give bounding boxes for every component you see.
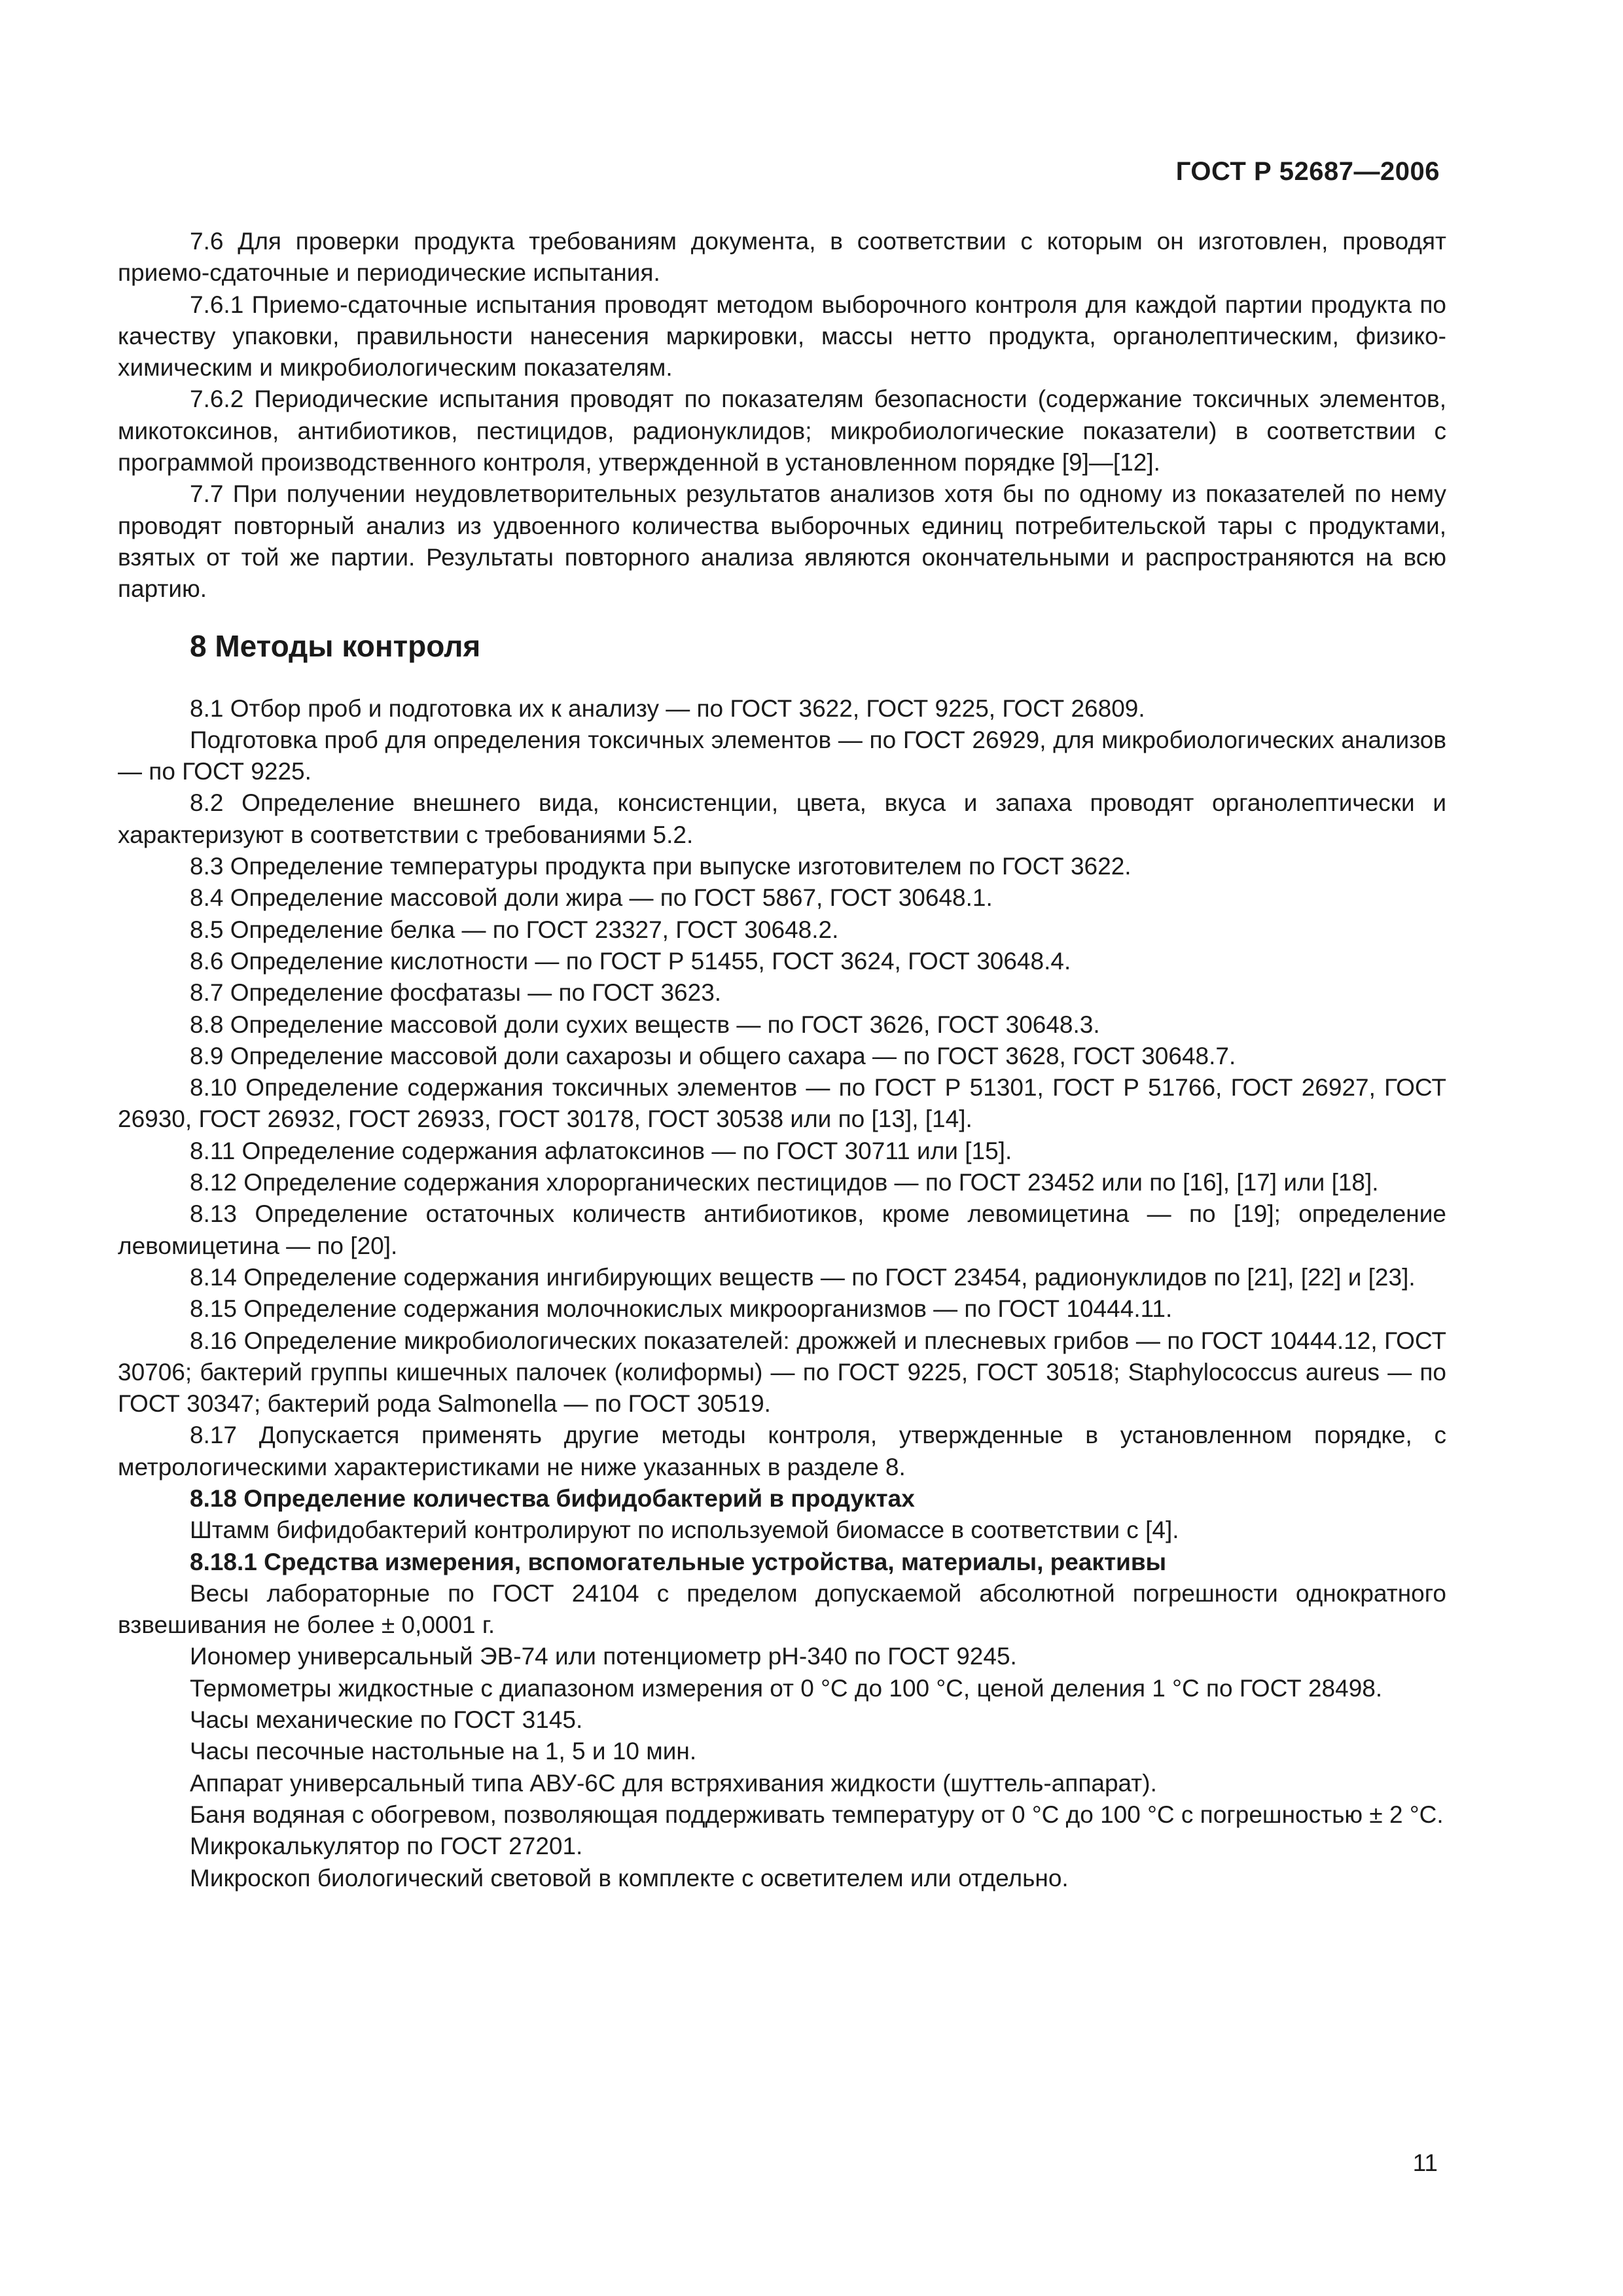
paragraph: Подготовка проб для определения токсичных элементов — по ГОСТ 26929, для микробиологических анализов — по ГОСТ 9225.: [118, 726, 1446, 785]
paragraph: 8.2 Определение внешнего вида, консистенции, цвета, вкуса и запаха проводят органолептически и характеризуют в соответствии с требованиями 5.2.: [118, 789, 1446, 848]
paragraph: 8.10 Определение содержания токсичных элементов — по ГОСТ Р 51301, ГОСТ Р 51766, ГОСТ 26927, ГОСТ 26930, ГОСТ 26932, ГОСТ 26933, ГОСТ 30178, ГОСТ 30538 или по [13], [14].: [118, 1074, 1446, 1133]
document-header: ГОСТ Р 52687—2006: [1175, 157, 1440, 186]
paragraph: Термометры жидкостные с диапазоном измерения от 0 °С до 100 °С, ценой деления 1 °С по ГОСТ 28498.: [190, 1674, 1383, 1702]
paragraph: Часы песочные настольные на 1, 5 и 10 мин.: [190, 1738, 697, 1765]
paragraph: 8.16 Определение микробиологических показателей: дрожжей и плесневых грибов — по ГОСТ 10444.12, ГОСТ 30706; бактерий группы кишечных палочек (колиформы) — по ГОСТ 9225, ГОСТ 30518; Staphylococcus aureus — по ГОСТ 30347; бактерий рода Salmonella — по ГОСТ 30519.: [118, 1327, 1446, 1418]
paragraph: 7.6.2 Периодические испытания проводят по показателям безопасности (содержание токсичных элементов, микотоксинов, антибиотиков, пестицидов, радионуклидов; микробиологические показатели) в соответствии с программой производственного контроля, утвержденной в установленном порядке [9]—[12].: [118, 386, 1446, 476]
paragraph: Часы механические по ГОСТ 3145.: [190, 1706, 583, 1734]
paragraph: 8.6 Определение кислотности — по ГОСТ Р 51455, ГОСТ 3624, ГОСТ 30648.4.: [190, 947, 1071, 975]
paragraph: Иономер универсальный ЭВ-74 или потенциометр рН-340 по ГОСТ 9245.: [190, 1643, 1017, 1670]
section-title: 8 Методы контроля: [190, 628, 481, 663]
paragraph: 7.6.1 Приемо-сдаточные испытания проводят методом выборочного контроля для каждой партии продукта по качеству упаковки, правильности нанесения маркировки, массы нетто продукта, органолептическим, физико-химическим и микробиологическим показателям.: [118, 291, 1446, 382]
paragraph: Баня водяная с обогревом, позволяющая поддерживать температуру от 0 °С до 100 °С с погрешностью ± 2 °С.: [190, 1801, 1444, 1828]
document-body: [118, 226, 1446, 1894]
paragraph: 8.1 Отбор проб и подготовка их к анализу — по ГОСТ 3622, ГОСТ 9225, ГОСТ 26809.: [190, 694, 1145, 722]
paragraph: 8.13 Определение остаточных количеств антибиотиков, кроме левомицетина — по [19]; определение левомицетина — по [20].: [118, 1200, 1446, 1259]
paragraph: 8.11 Определение содержания афлатоксинов — по ГОСТ 30711 или [15].: [190, 1137, 1012, 1164]
paragraph: 8.8 Определение массовой доли сухих веществ — по ГОСТ 3626, ГОСТ 30648.3.: [190, 1011, 1100, 1038]
paragraph: Весы лабораторные по ГОСТ 24104 с пределом допускаемой абсолютной погрешности однократного взвешивания не более ± 0,0001 г.: [118, 1579, 1446, 1639]
paragraph: 8.15 Определение содержания молочнокислых микроорганизмов — по ГОСТ 10444.11.: [190, 1295, 1173, 1323]
paragraph: 8.7 Определение фосфатазы — по ГОСТ 3623.: [190, 979, 722, 1007]
paragraph: Аппарат универсальный типа АВУ-6С для встряхивания жидкости (шуттель-аппарат).: [190, 1769, 1157, 1797]
paragraph: 8.4 Определение массовой доли жира — по ГОСТ 5867, ГОСТ 30648.1.: [190, 884, 993, 912]
paragraph: Микрокалькулятор по ГОСТ 27201.: [190, 1833, 583, 1860]
paragraph: 7.7 При получении неудовлетворительных результатов анализов хотя бы по одному из показателей по нему проводят повторный анализ из удвоенного количества выборочных единиц потребительской тары с продуктами, взятых от той же партии. Результаты повторного анализа являются окончательными и распространяются на всю партию.: [118, 480, 1446, 603]
paragraph: 8.3 Определение температуры продукта при выпуске изготовителем по ГОСТ 3622.: [190, 853, 1132, 880]
paragraph: 8.17 Допускается применять другие методы контроля, утвержденные в установленном порядке, с метрологическими характеристиками не ниже указанных в разделе 8.: [118, 1422, 1446, 1480]
subsection-title: 8.18 Определение количества бифидобактерий в продуктах: [190, 1484, 915, 1512]
paragraph: 8.9 Определение массовой доли сахарозы и общего сахара — по ГОСТ 3628, ГОСТ 30648.7.: [190, 1042, 1236, 1069]
subsection-title: 8.18.1 Средства измерения, вспомогательные устройства, материалы, реактивы: [190, 1548, 1167, 1575]
paragraph: Штамм бифидобактерий контролируют по используемой биомассе в соответствии с [4].: [190, 1516, 1179, 1544]
paragraph: 8.5 Определение белка — по ГОСТ 23327, ГОСТ 30648.2.: [190, 916, 839, 943]
paragraph: Микроскоп биологический световой в комплекте с осветителем или отдельно.: [190, 1864, 1069, 1892]
page-number: 11: [1412, 2149, 1438, 2176]
paragraph: 8.12 Определение содержания хлорорганических пестицидов — по ГОСТ 23452 или по [16], [17] или [18].: [190, 1169, 1379, 1196]
paragraph: 7.6 Для проверки продукта требованиям документа, в соответствии с которым он изготовлен, проводят приемо-сдаточные и периодические испытания.: [118, 228, 1446, 287]
paragraph: 8.14 Определение содержания ингибирующих веществ — по ГОСТ 23454, радионуклидов по [21], [22] и [23].: [190, 1263, 1416, 1291]
